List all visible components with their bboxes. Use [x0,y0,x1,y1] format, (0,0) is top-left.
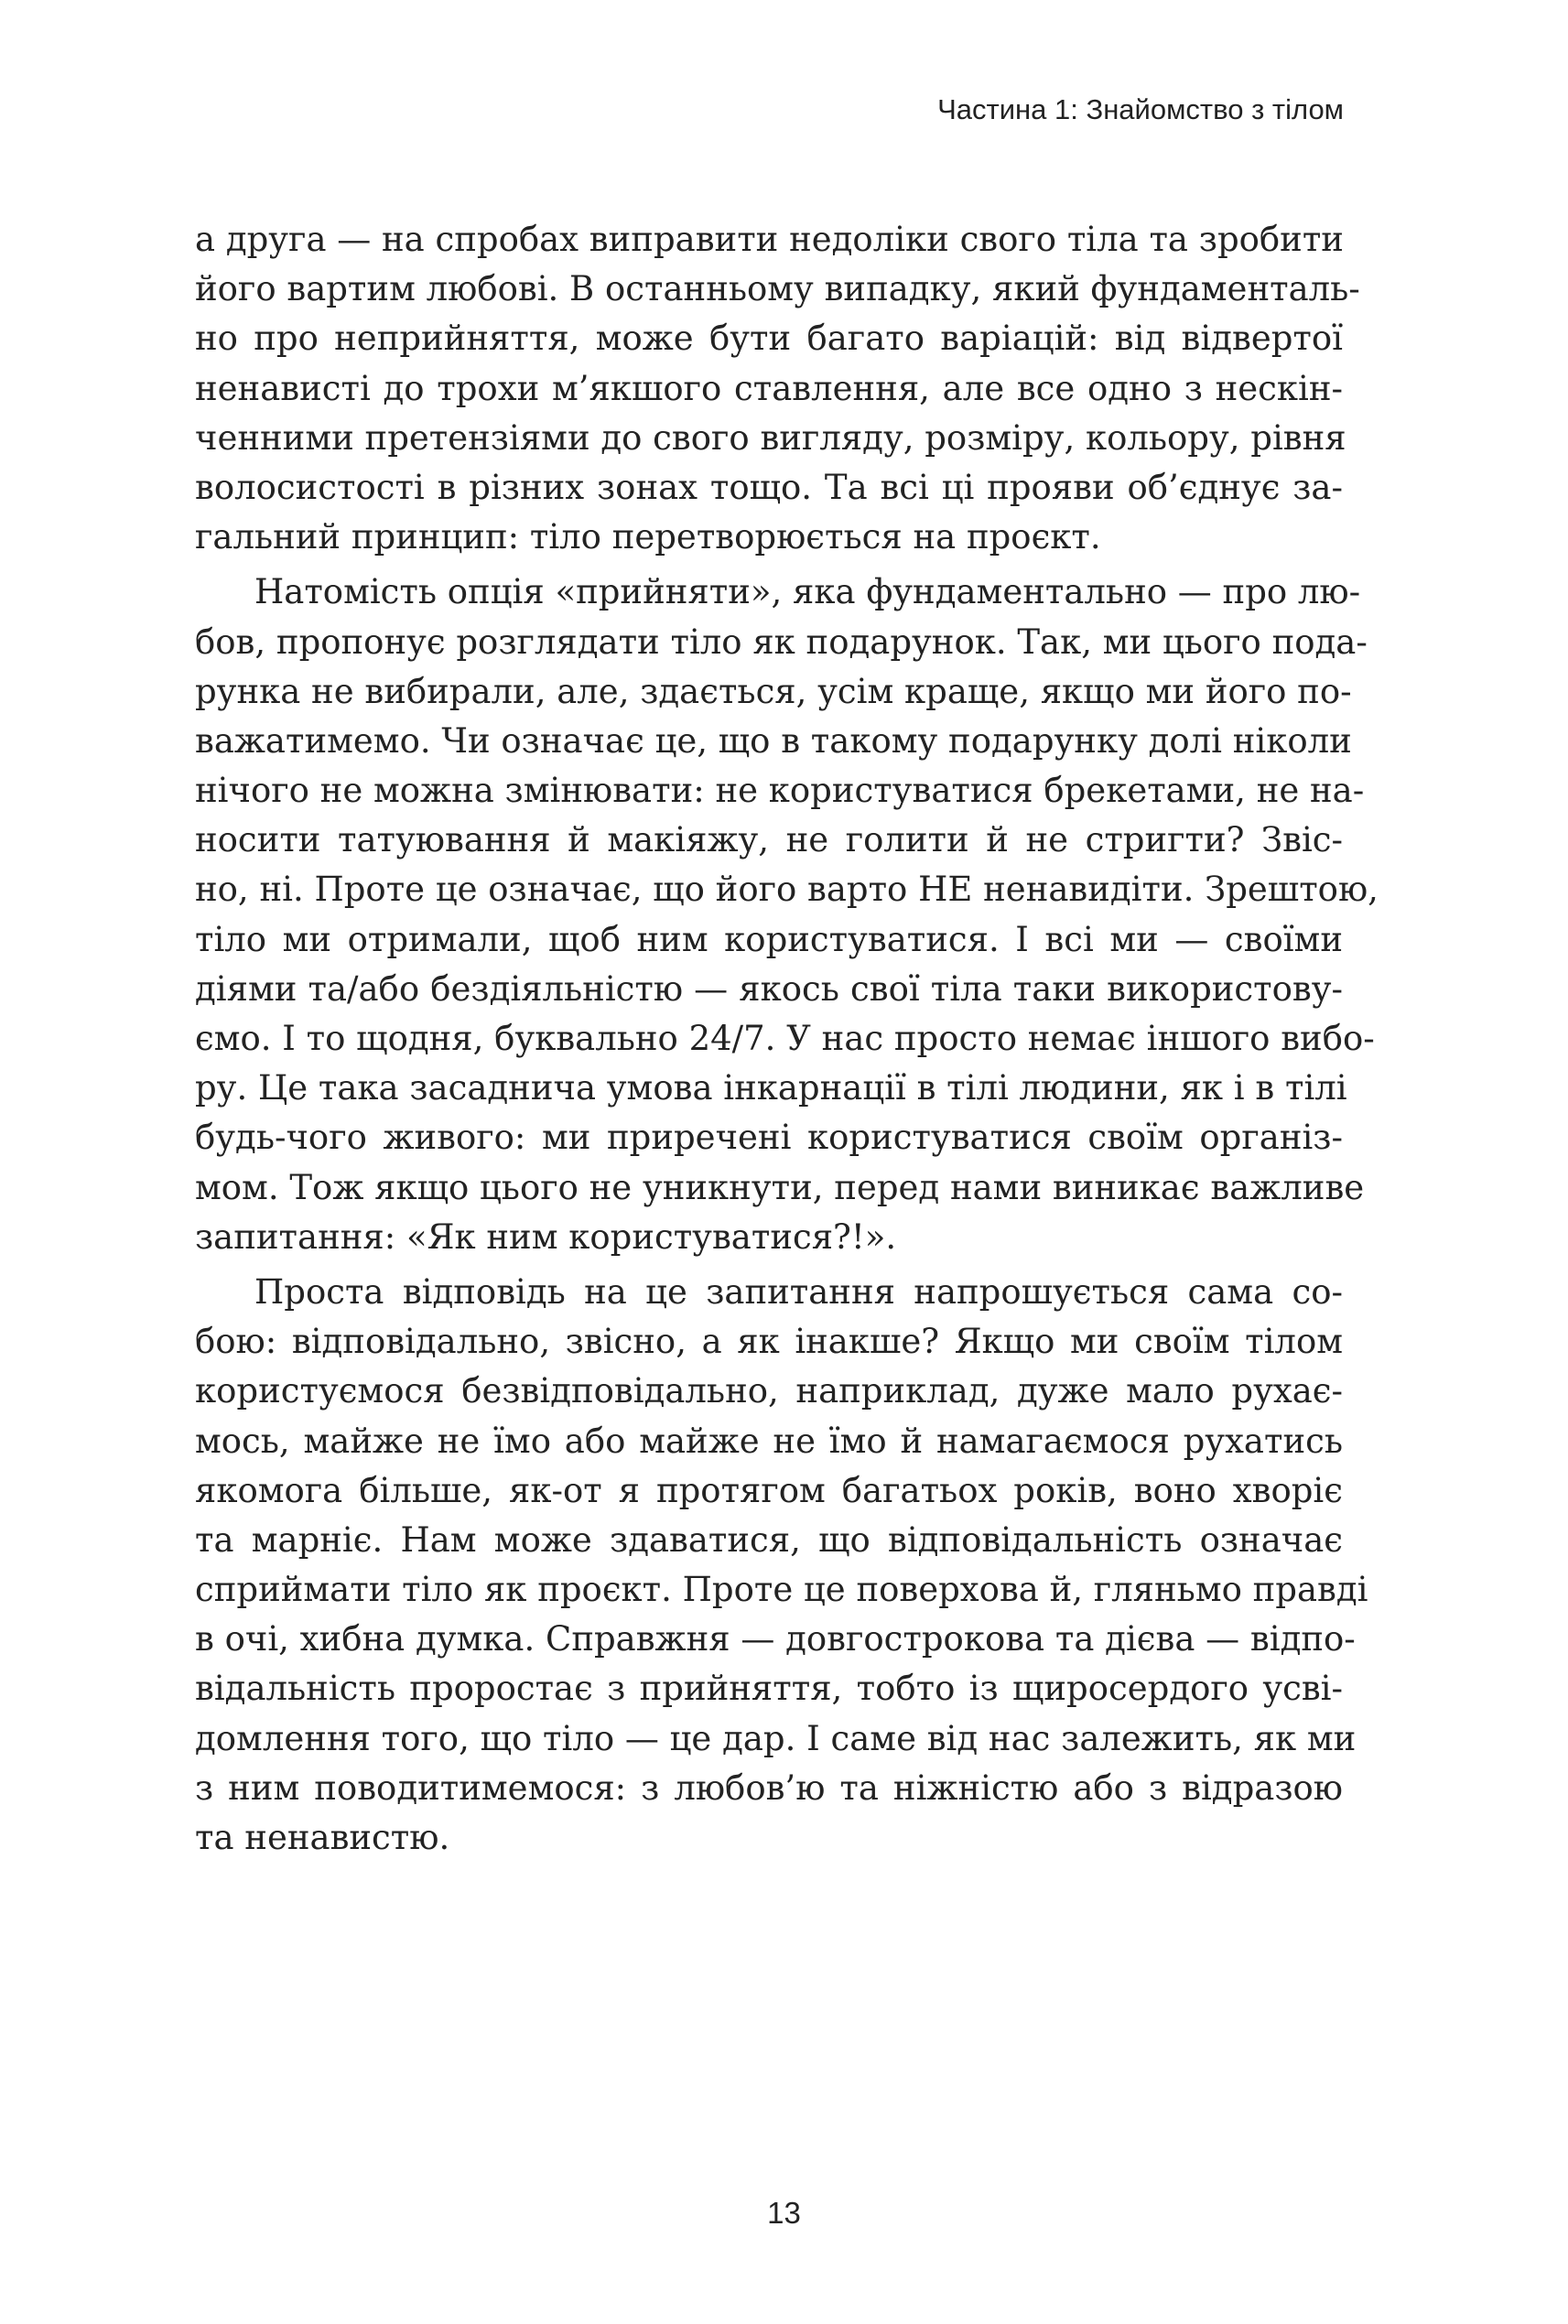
text-line: та ненавистю. [195,1818,450,1857]
text-line: запитання: «Як ним користуватися?!». [195,1216,897,1257]
text-line: но про неприйняття, може бути багато варіацій: від відвертої [195,319,1343,359]
text-line: Проста відповідь на це запитання напрошується сама со- [254,1271,1343,1312]
paragraph-2 [195,567,1379,1262]
running-header: Частина 1: Знайомство з тілом [937,93,1344,125]
text-line: носити татуювання й макіяжу, не голити й не стригти? Звіс- [195,820,1343,860]
text-line: тіло ми отримали, щоб ним користуватися. І всі ми — своїми [195,919,1343,959]
text-line: рунка не вибирали, але, здається, усім краще, якщо ми його по- [195,671,1352,711]
text-line: ченними претензіями до свого вигляду, розміру, кольору, рівня [195,417,1346,458]
text-line: сприймати тіло як проєкт. Проте це поверхова й, гляньмо правді [195,1570,1368,1610]
text-line: нічого не можна змінювати: не користуватися брекетами, не на- [195,771,1365,811]
text-line: а друга — на спробах виправити недоліки свого тіла та зробити [195,220,1344,259]
text-line: мось, майже не їмо або майже не їмо й намагаємося рухатись [195,1421,1343,1461]
paragraph-1 [195,215,1360,562]
text-line: волосистості в різних зонах тощо. Та всі ці прояви об’єднує за- [195,467,1343,507]
text-line: Натомість опція «прийняти», яка фундаментально — про лю- [254,572,1361,612]
text-line: домлення того, що тіло — це дар. І саме від нас залежить, як ми [195,1718,1357,1758]
text-line: діями та/або бездіяльністю — якось свої тіла таки використову- [195,968,1343,1009]
text-line: но, ні. Проте це означає, що його варто НЕ ненавидіти. Зрештою, [195,870,1379,910]
text-line: важатимемо. Чи означає це, що в такому подарунку долі ніколи [195,720,1352,761]
text-line: якомога більше, як-от я протягом багатьох років, воно хворіє [195,1470,1343,1510]
text-line: користуємося безвідповідально, наприклад, дуже мало рухає- [195,1371,1343,1411]
text-line: бою: відповідально, звісно, а як інакше? Якщо ми своїм тілом [195,1322,1343,1362]
text-line: ненависті до трохи м’якшого ставлення, але все одно з нескін- [195,368,1343,408]
text-line: ру. Це така засаднича умова інкарнації в тілі людини, як і в тілі [195,1068,1347,1108]
text-line: будь-чого живого: ми приречені користуватися своїм організ- [195,1118,1343,1158]
page-number: 13 [767,2196,801,2230]
text-line: в очі, хибна думка. Справжня — довгострокова та дієва — відпо- [195,1619,1356,1659]
text-line: відальність проростає з прийняття, тобто із щиросердого усві- [195,1669,1343,1709]
text-line: ємо. І то щодня, буквально 24/7. У нас просто немає іншого вибо- [195,1019,1375,1058]
text-line: з ним поводитимемося: з любов’ю та ніжністю або з відразою [195,1767,1343,1808]
text-line: гальний принцип: тіло перетворюється на проєкт. [195,517,1101,557]
text-line: його вартим любові. В останньому випадку, який фундаменталь- [195,269,1360,309]
text-line: та марніє. Нам може здаватися, що відповідальність означає [195,1519,1343,1560]
text-line: бов, пропонує розглядати тіло як подарунок. Так, ми цього пода- [195,622,1368,662]
paragraph-3 [195,1268,1368,1863]
body-text [195,215,1379,1868]
text-line: мом. Тож якщо цього не уникнути, перед нами виникає важливе [195,1167,1365,1207]
